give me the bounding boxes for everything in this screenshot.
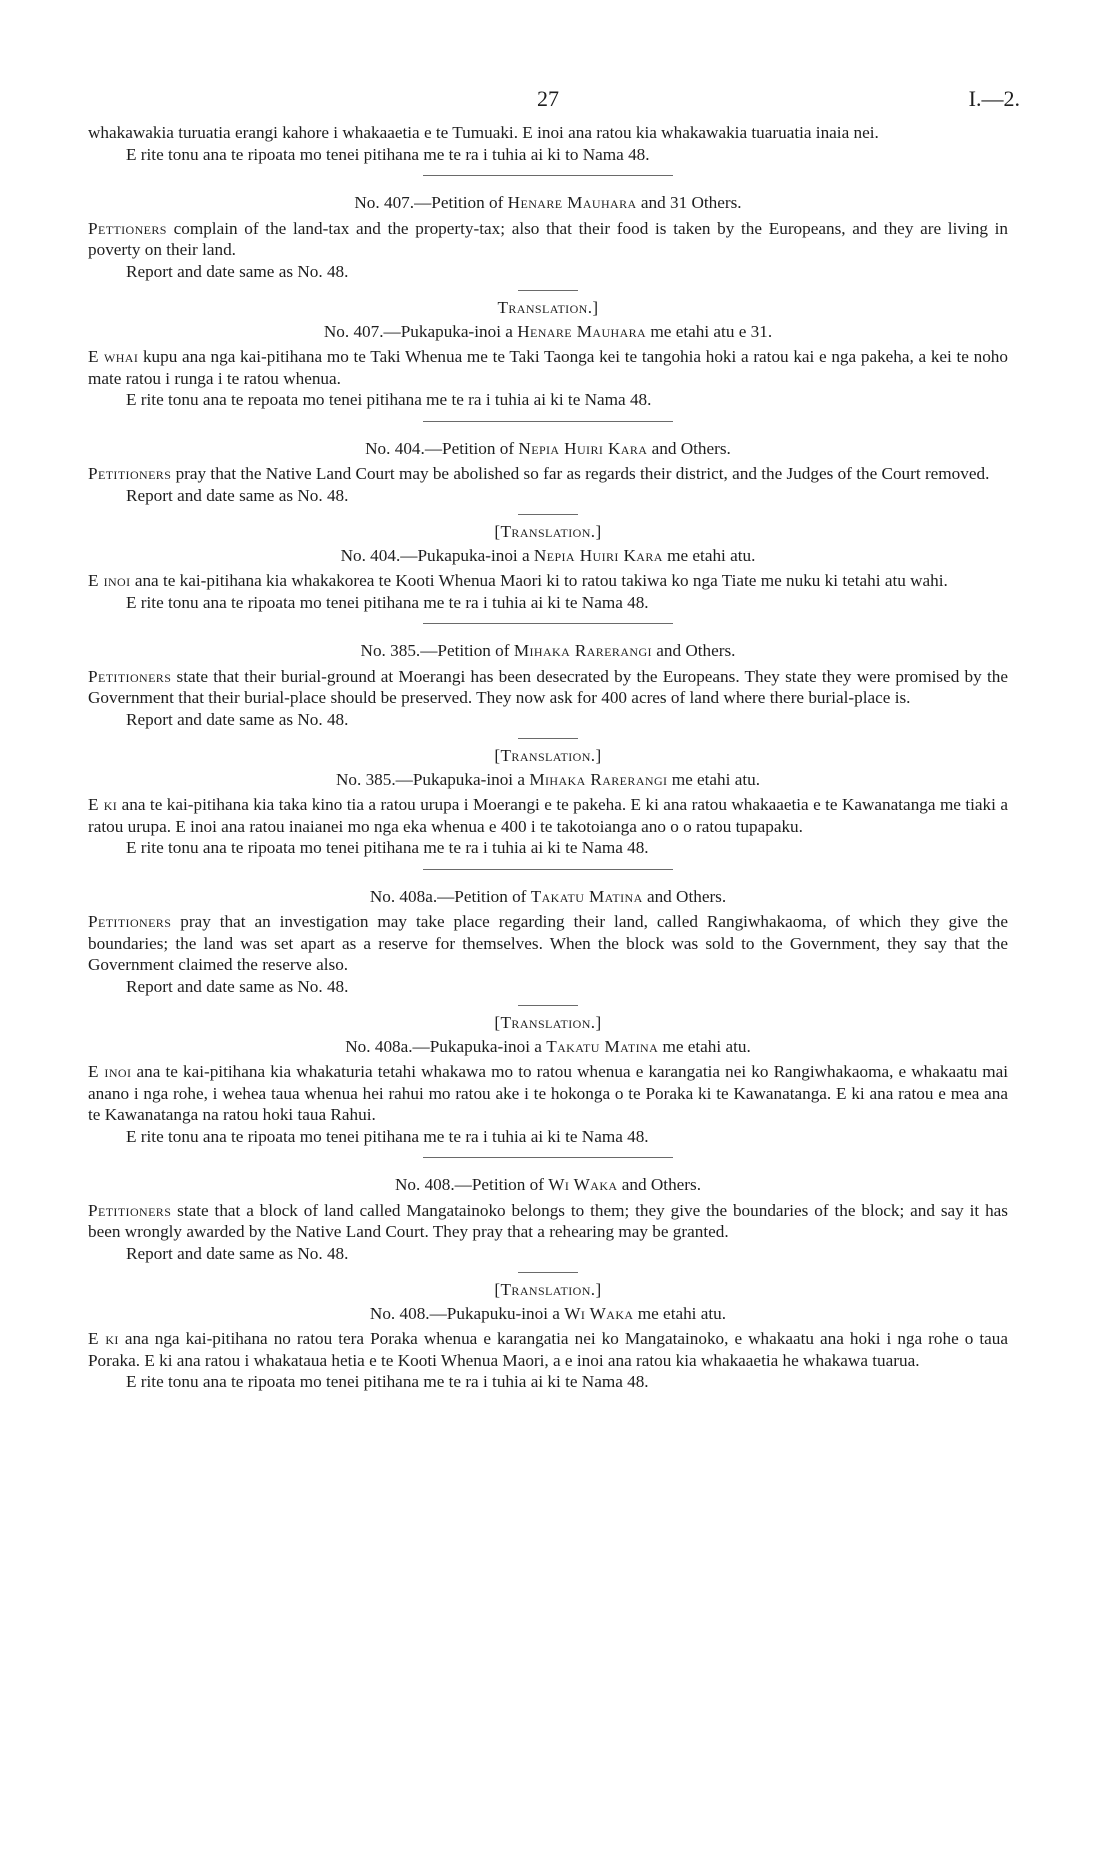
translation-divider [518, 514, 578, 515]
translation-divider [518, 1005, 578, 1006]
section-divider [423, 175, 673, 176]
petition-summary [88, 911, 1008, 976]
petition-number: No. 408.—Pukapuku-inoi a [369, 1303, 565, 1323]
continuation-paragraph: whakawakia turuatia erangi kahore i whakaaetia e te Tumuaki. E inoi ana ratou kia whakawakia tuaruatia inaia nei. [88, 123, 879, 142]
translation-heading [88, 321, 1008, 343]
petition-number: No. 408a.—Pukapuka-inoi a [345, 1036, 547, 1056]
lead-word: E inoi [88, 1062, 132, 1081]
lead-word: E ki [88, 795, 118, 814]
petition-heading-suffix: and Others. [617, 1175, 702, 1194]
translation-divider [518, 290, 578, 291]
report-line: Report and date same as No. 48. [126, 485, 349, 505]
translation-heading-suffix: me etahi atu. [633, 1303, 727, 1323]
translation-text: kupu ana nga kai-pitihana mo te Taki Whenua me te Taki Taonga kei te tangohia hoki a ratou kai e nga pakeha, a kei te noho mate ratou i runga i te ratou whenua. [88, 347, 1008, 388]
petition-number: No. 385.—Petition of [360, 641, 514, 660]
translation-label: [Translation.] [494, 746, 602, 765]
petitioner-name: Nepia Huiri Kara [518, 438, 648, 458]
report-line: Report and date same as No. 48. [126, 261, 349, 281]
translation-text: ana nga kai-pitihana no ratou tera Poraka whenua e karangatia nei ko Mangatainoko, e whakaatu ana hoki i nga rohe o taua Poraka. E ki ana ratou i whakataua hetia e te Kooti Whenua Maori, a e inoi ana ratou kia whakaaetia he whakawa tuarua. [88, 1329, 1008, 1370]
translation-label: [Translation.] [494, 1013, 602, 1032]
petitioner-name: Mihaka Rarerangi [529, 769, 668, 789]
section-divider [423, 1157, 673, 1158]
petitioner-name: Takatu Matina [546, 1036, 659, 1056]
summary-text: pray that the Native Land Court may be abolished so far as regards their district, and the Judges of the Court removed. [171, 464, 990, 483]
report-line: Report and date same as No. 48. [126, 976, 349, 996]
petition-number: No. 404.—Petition of [365, 438, 519, 458]
page-header [88, 80, 1020, 122]
translation-report-line: E rite tonu ana te ripoata mo tenei pitihana me te ra i tuhia ai ki te Nama 48. [126, 1126, 649, 1146]
translation-heading-suffix: me etahi atu e 31. [646, 321, 773, 341]
petition-heading [88, 192, 1008, 214]
petition-number: No. 407.—Petition of [354, 193, 508, 212]
petition-heading [88, 886, 1008, 908]
lead-word: E ki [88, 1329, 119, 1348]
petition-number: No. 408a.—Petition of [369, 886, 531, 906]
petition-heading-suffix: and Others. [647, 438, 731, 458]
petition-number: No. 408.—Petition of [394, 1175, 549, 1194]
translation-report-line: E rite tonu ana te repoata mo tenei pitihana me te ra i tuhia ai ki te Nama 48. [126, 390, 652, 409]
translation-heading-suffix: me etahi atu. [662, 545, 756, 565]
summary-text: state that their burial-ground at Moerangi has been desecrated by the Europeans. They state they were promised by the Government that their burial-place should be preserved. They now ask for 400 acres of land where there burial-place is. [88, 666, 1008, 707]
translation-label: [Translation.] [494, 522, 602, 541]
translation-text: ana te kai-pitihana kia taka kino tia a ratou urupa i Moerangi e te pakeha. E ki ana ratou whakaaetia e te Kawanatanga me tiaki a ratou urupa. E inoi ana ratou inaianei mo nga eka whenua e 400 i te takotoianga ano o o ratou tupapaku. [88, 795, 1008, 836]
summary-text: pray that an investigation may take place regarding their land, called Rangiwhakaoma, of which they give the boundaries; the land was set apart as a reserve for themselves. When the block was sold to the Government, they say that the Government claimed the reserve also. [88, 912, 1008, 974]
petition-heading [88, 438, 1008, 460]
translation-heading [88, 545, 1008, 567]
translation-label: Translation.] [497, 298, 599, 317]
lead-word: Petitioners [88, 464, 172, 483]
translation-text: ana te kai-pitihana kia whakakorea te Kooti Whenua Maori ki to ratou takiwa ko nga Tiate me nuku ki tetahi atu wahi. [130, 571, 948, 590]
petition-heading-suffix: and 31 Others. [636, 193, 742, 212]
petitioner-name: Nepia Huiri Kara [533, 545, 663, 565]
lead-word: E whai [88, 347, 139, 366]
petition-summary [88, 1200, 1008, 1243]
petition-number: No. 407.—Pukapuka-inoi a [323, 321, 518, 341]
petition-section [88, 421, 1008, 614]
section-divider [423, 869, 673, 870]
translation-text: ana te kai-pitihana kia whakaturia tetahi whakawa mo to ratou whenua e karangatia nei ko Rangiwhakaoma, e whakaatu mai anano i nga rohe, i wehea taua whenua hei rahui mo ratou ake i te hokonga o te Poraka ki te Kawanatanga. E ki ana ratou e mea ana te Kawanatanga na ratou hoki taua Rahui. [88, 1062, 1008, 1124]
petitioner-name: Wi Waka [548, 1175, 618, 1194]
translation-heading [88, 769, 1008, 791]
petition-summary [88, 218, 1008, 261]
translation-report-line: E rite tonu ana te ripoata mo tenei pitihana me te ra i tuhia ai ki te Nama 48. [126, 592, 649, 612]
translation-heading [88, 1303, 1008, 1325]
petition-number: No. 404.—Pukapuka-inoi a [340, 545, 534, 565]
paper-reference: I.—2. [968, 86, 1020, 111]
report-line: E rite tonu ana te ripoata mo tenei pitihana me te ra i tuhia ai ki to Nama 48. [126, 144, 650, 164]
translation-summary [88, 1328, 1008, 1371]
petition-summary [88, 666, 1008, 709]
translation-report-line: E rite tonu ana te ripoata mo tenei pitihana me te ra i tuhia ai ki te Nama 48. [126, 1372, 649, 1391]
translation-report-line: E rite tonu ana te ripoata mo tenei pitihana me te ra i tuhia ai ki te Nama 48. [126, 838, 649, 857]
petition-heading-suffix: and Others. [642, 886, 727, 906]
section-divider [423, 623, 673, 624]
document-page [88, 80, 1020, 1393]
translation-summary [88, 794, 1008, 837]
report-line: Report and date same as No. 48. [126, 1243, 349, 1263]
translation-heading-suffix: me etahi atu. [667, 769, 761, 789]
page-number: 27 [537, 86, 559, 111]
summary-text: state that a block of land called Mangatainoko belongs to them; they give the boundaries of the block; and say it has been wrongly awarded by the Native Land Court. They pray that a rehearing may be granted. [88, 1200, 1008, 1241]
petition-list [88, 175, 1008, 1393]
translation-summary [88, 570, 1008, 592]
translation-divider [518, 1272, 578, 1273]
petition-section [88, 623, 1008, 859]
lead-word: Petitioners [88, 1200, 172, 1220]
translation-divider [518, 738, 578, 739]
translation-summary [88, 1061, 1008, 1126]
section-divider [423, 421, 673, 422]
lead-word: Pettioners [88, 218, 167, 238]
petitioner-name: Henare Mauhara [507, 193, 637, 212]
petition-heading [88, 1174, 1008, 1196]
petition-section [88, 1157, 1008, 1393]
translation-heading [88, 1036, 1008, 1058]
petition-heading [88, 640, 1008, 662]
petition-summary [88, 463, 1008, 485]
report-line: Report and date same as No. 48. [126, 709, 349, 729]
lead-word: Petitioners [88, 912, 172, 931]
summary-text: complain of the land-tax and the property-tax; also that their food is taken by the Europeans, and they are living in poverty on their land. [88, 218, 1008, 259]
petition-section [88, 869, 1008, 1148]
translation-label: [Translation.] [494, 1280, 602, 1299]
lead-word: E inoi [88, 571, 131, 590]
petitioner-name: Mihaka Rarerangi [513, 641, 652, 660]
petitioner-name: Henare Mauhara [517, 321, 647, 341]
petitioner-name: Wi Waka [564, 1303, 634, 1323]
petitioner-name: Takatu Matina [530, 886, 643, 906]
translation-summary [88, 346, 1008, 389]
petition-heading-suffix: and Others. [651, 641, 736, 660]
translation-heading-suffix: me etahi atu. [658, 1036, 751, 1056]
petition-number: No. 385.—Pukapuka-inoi a [335, 769, 530, 789]
lead-word: Petitioners [88, 666, 172, 686]
petition-section [88, 175, 1008, 411]
